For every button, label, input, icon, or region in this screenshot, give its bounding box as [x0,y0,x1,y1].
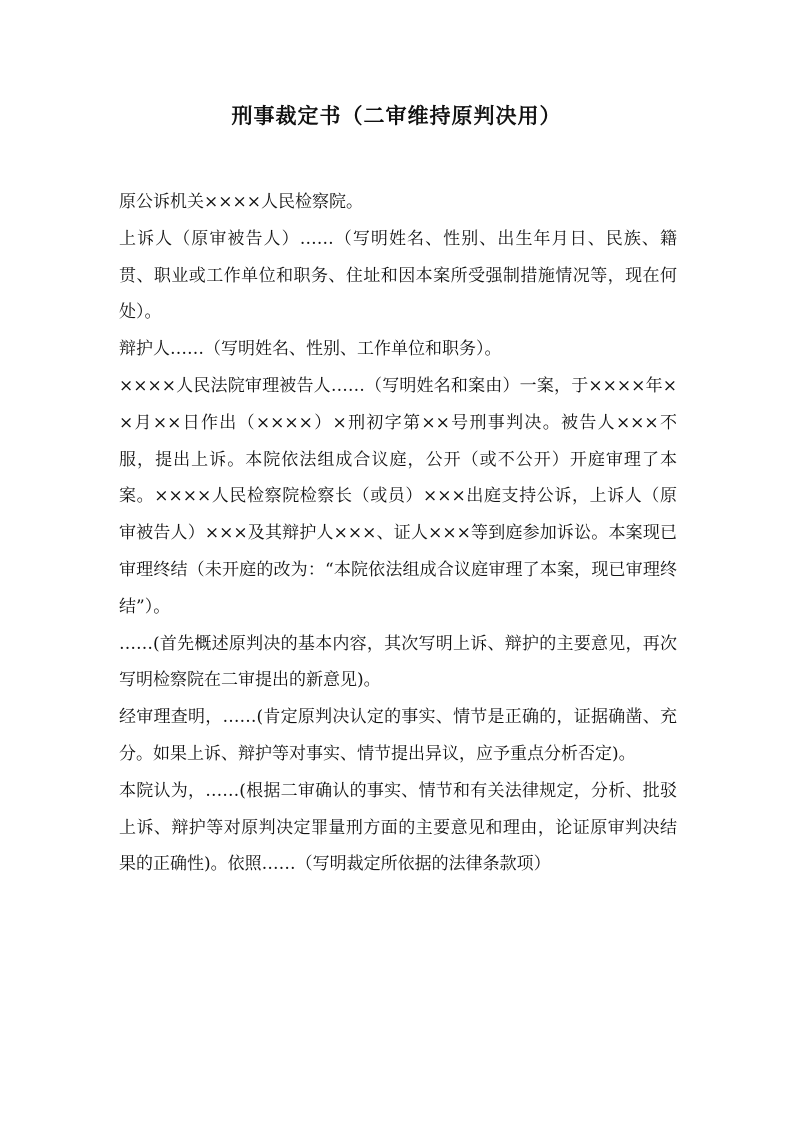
paragraph-defender: 辩护人……（写明姓名、性别、工作单位和职务）。 [119,339,502,360]
paragraph-case-history: ××××人民法院审理被告人……（写明姓名和案由）一案，于××××年××月××日作出（××××）×刑初字第××号刑事判决。被告人×××不服，提出上诉。本院依法组成合议庭，公开（或不公开）开庭审理了本案。××××人民检察院检察长（或员）×××出庭支持公诉，上诉人（原审被告人）×××及其辩护人×××、证人×××等到庭参加诉讼。本案现已审理终结（未开庭的改为：“本院依法组成合议庭审理了本案，现已审理终结”）。 [119,375,677,617]
document-body [119,184,677,883]
paragraph-prosecution-organ: 原公诉机关××××人民检察院。 [119,192,363,212]
document-title: 刑事裁定书（二审维持原判决用） [231,103,562,128]
paragraph-court-opinion: 本院认为，……(根据二审确认的事实、情节和有关法律规定，分析、批驳上诉、辩护等对原判决定罪量刑方面的主要意见和理由，论证原审判决结果的正确性)。依照……（写明裁定所依据的法律条款项） [119,780,677,875]
paragraph-appellant: 上诉人（原审被告人）……（写明姓名、性别、出生年月日、民族、籍贯、职业或工作单位和职务、住址和因本案所受强制措施情况等，现在何处）。 [119,228,677,323]
paragraph-summary: ……(首先概述原判决的基本内容，其次写明上诉、辩护的主要意见，再次写明检察院在二审提出的新意见)。 [119,633,677,691]
paragraph-findings: 经审理查明，……(肯定原判决认定的事实、情节是正确的，证据确凿、充分。如果上诉、辩护等对事实、情节提出异议，应予重点分析否定)。 [119,707,677,764]
